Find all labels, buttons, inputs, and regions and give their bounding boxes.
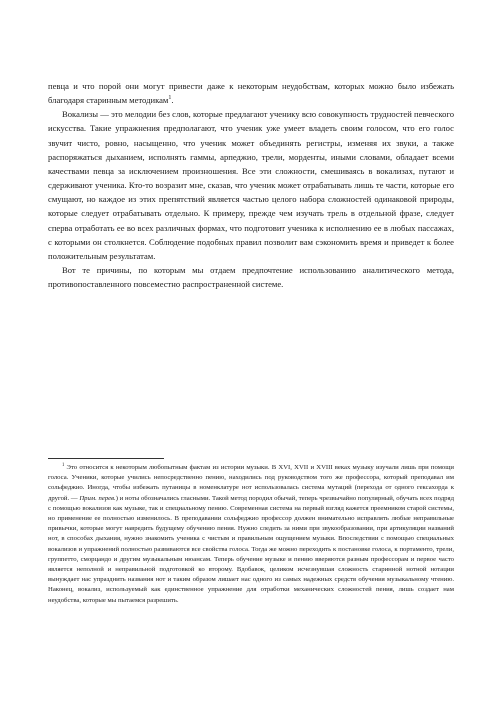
footnote-paragraph	[48, 463, 454, 606]
footnote-reference[interactable]: 1	[168, 95, 172, 102]
footnote-separator	[48, 458, 164, 459]
paragraph-1-end: .	[171, 95, 174, 106]
main-text	[48, 79, 454, 291]
footnote	[48, 463, 454, 606]
paragraph-1	[48, 79, 454, 107]
footnote-mark: 1	[62, 462, 65, 468]
footnote-text: Это относится к некоторым любопытным фактам из истории музыки. В XVI, XVII и XVIII веках музыку изучали лишь при помощи голоса. Ученики, которые учились непосредственно пению, находились под руководством того же профессора, который преподавал им сольфеджио. Иногда, чтобы избежать путаницы в номенклатуре нот использовалась система мутаций (перехода от одного гексахорда к другой. —	[48, 464, 454, 502]
footnote-text-continued: ) и ноты обозначались гласными. Такой метод породил обычай, теперь чрезвычайно популярный, обучать всех подряд с помощью вокализов как музыке, так и специальному пению. Современная система на первый взгляд кажется преемником старой системы, но применение ее полностью изменилось. В преподавании сольфеджио профессор должен внимательно исправлять любые неправильные привычки, которые могут навредить будущему обучению пения. Нужно следить за ними при звукообразовании, при артикуляции названий нот, в способах дыхания, нужно знакомить ученика с чистым и правильным ощущением музыки. Впоследствии с помощью специальных вокализов и упражнений полностью развиваются все свойства голоса. Тогда же можно переходить к постановке голоса, к портаменто, трели, группетто, сморцандо и другим музыкальным нюансам. Теперь обучение музыке и пению вверяются разным профессорам и первое часто является неполной и неправильной подготовкой ко второму. Вдобавок, целиком исчезнувшая сложность старинной нотной нотации вынуждает нас упразднить названия нот и таким образом лишает нас одного из самых надежных средств обучения музыкальному чтению. Наконец, вокализ, используемый как единственное упражнение для отработки механических сложностей пения, лишь создает нам неудобства, которые мы пытаемся разрешить.	[48, 494, 454, 604]
paragraph-1-text: певца и что порой они могут привести даже к некоторым неудобствам, которых можно было избежать благодаря старинным методикам	[48, 81, 454, 106]
translator-note: Прим. перев.	[79, 494, 116, 502]
paragraph-2: Вокализы — это мелодии без слов, которые предлагают ученику всю совокупность трудностей певческого искусства. Такие упражнения предполагают, что ученик уже умеет владеть своим голосом, что его голос звучит чисто, ровно, насыщенно, что ученик может объединять регистры, изменяя их звуки, а также распоряжаться дыханием, исполнять гаммы, арпеджио, трели, морденты, иными словами, обладает всеми качествами певца за исключением произношения. Все эти сложности, смешиваясь в вокализах, путают и сдерживают ученика. Кто-то возразит мне, сказав, что ученик может отрабатывать лишь те части, которые его смущают, но каждое из этих препятствий является частью целого набора сложностей одинаковой природы, которые следует отрабатывать отдельно. К примеру, прежде чем изучать трель в отдельной фразе, следует сперва отработать ее во всех различных формах, что подготовит ученика к исполнению ее в любых пассажах, с которыми он столкнется. Соблюдение подобных правил позволит вам сэкономить время и приведет к более положительным результатам.	[48, 109, 454, 261]
paragraph-3: Вот те причины, по которым мы отдаем предпочтение использованию аналитического метода, противопоставленного повсеместно распространенной системе.	[48, 265, 454, 290]
